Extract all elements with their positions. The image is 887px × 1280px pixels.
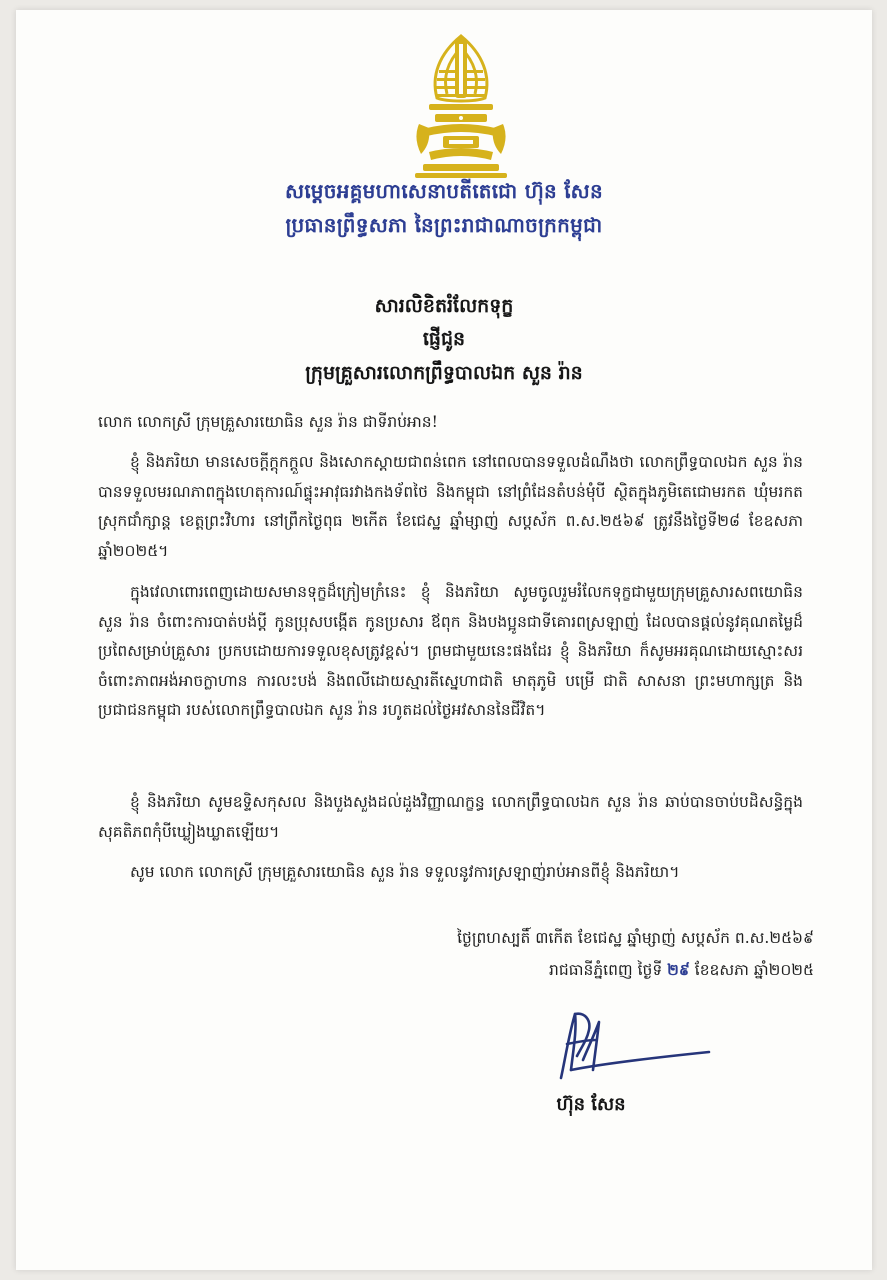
paragraph-3: ខ្ញុំ និងភរិយា សូមឧទ្ទិសកុសល និងបួងសួងដល់ដួងវិញ្ញាណក្ខន្ធ លោកព្រឹទ្ធបាលឯក សួន រ៉ាន ឆាប់បានចាប់បដិសន្ធិក្នុងសុគតិភពកុំបីឃ្លៀងឃ្លាតឡើយ។ [98,793,803,841]
handwritten-signature [531,1000,721,1090]
letter-recipient: ក្រុមគ្រួសារលោកព្រឹទ្ធបាលឯក សួន រ៉ាន [305,362,583,384]
header-line-1: សម្ដេចអគ្គមហាសេនាបតីតេជោ ហ៊ុន សែន [285,179,603,203]
lunar-date: ថ្ងៃព្រហស្បតិ៍ ៣កើត ខែជេស្ឋ ឆ្នាំម្សាញ់ សប្តស័ក ព.ស.២៥៦៩ [457,929,814,947]
letter-subtitle: ផ្ញើជូន [422,328,466,350]
paragraph-2: ក្នុងវេលាពោរពេញដោយសមានទុក្ខដ៏ក្រៀមក្រំនេះ ខ្ញុំ និងភរិយា សូមចូលរួមរំលែកទុក្ខជាមួយក្រុមគ្រួសារសពយោធិន សួន រ៉ាន ចំពោះការបាត់បង់ប្ដី កូនប្រុសបង្កើត កូនប្រសារ ឪពុក និងបងប្អូនជាទីគោរពស្រឡាញ់ ដែលបានផ្ដល់នូវគុណតម្លៃដ៏ប្រពៃសម្រាប់គ្រួសារ ប្រកបដោយការទទួលខុសត្រូវខ្ពស់។ ព្រមជាមួយនេះផងដែរ ខ្ញុំ និងភរិយា ក៏សូមអរគុណដោយស្មោះសរ ចំពោះភាពអង់អាចក្លាហាន ការលះបង់ និងពលីដោយស្មារតីស្នេហាជាតិ មាតុភូមិ បម្រើ ជាតិ សាសនា ព្រះមហាក្សត្រ និងប្រជាជនកម្ពុជា របស់លោកព្រឹទ្ធបាលឯក សួន រ៉ាន រហូតដល់ថ្ងៃអវសាននៃជីវិត។ [98,583,803,719]
salutation: លោក លោកស្រី ក្រុមគ្រួសារយោធិន សួន រ៉ាន ជាទីរាប់អាន! [98,413,438,431]
header-line-2: ប្រធានព្រឹទ្ធសភា នៃព្រះរាជាណាចក្រកម្ពុជា [285,213,603,237]
place-prefix: រាជធានីភ្នំពេញ ថ្ងៃទី [549,961,668,979]
date-day: ២៩ [667,960,690,979]
paragraph-1: ខ្ញុំ និងភរិយា មានសេចក្ដីក្ដុកក្ដួល និងសោកស្ដាយជាពន់ពេក នៅពេលបានទទួលដំណឹងថា លោកព្រឹទ្ធបាលឯក សួន រ៉ាន បានទទួលមរណភាពក្នុងហេតុការណ៍ផ្ទុះអាវុធរវាងកងទ័ពថៃ និងកម្ពុជា នៅព្រំដែនតំបន់មុំបី ស្ថិតក្នុងភូមិតេជោមរកត ឃុំមរកត ស្រុកជាំក្សាន្ដ ខេត្តព្រះវិហារ នៅព្រឹកថ្ងៃពុធ ២កើត ខែជេស្ឋ ឆ្នាំម្សាញ់ សប្តស័ក ព.ស.២៥៦៩ ត្រូវនឹងថ្ងៃទី២៨ ខែឧសភា ឆ្នាំ២០២៥។ [98,453,803,560]
month-year: ខែឧសភា ឆ្នាំ២០២៥ [689,961,814,979]
letter-sheet [16,10,872,1270]
letter-title: សារលិខិតរំលែកទុក្ខ [374,295,514,317]
signer-name: ហ៊ុន សែន [556,1094,626,1115]
senate-emblem-icon [409,32,513,180]
place-date [334,960,814,983]
paragraph-4: សូម លោក លោកស្រី ក្រុមគ្រួសារយោធិន សួន រ៉ាន ទទួលនូវការស្រឡាញ់រាប់អានពីខ្ញុំ និងភរិយា។ [130,863,680,881]
